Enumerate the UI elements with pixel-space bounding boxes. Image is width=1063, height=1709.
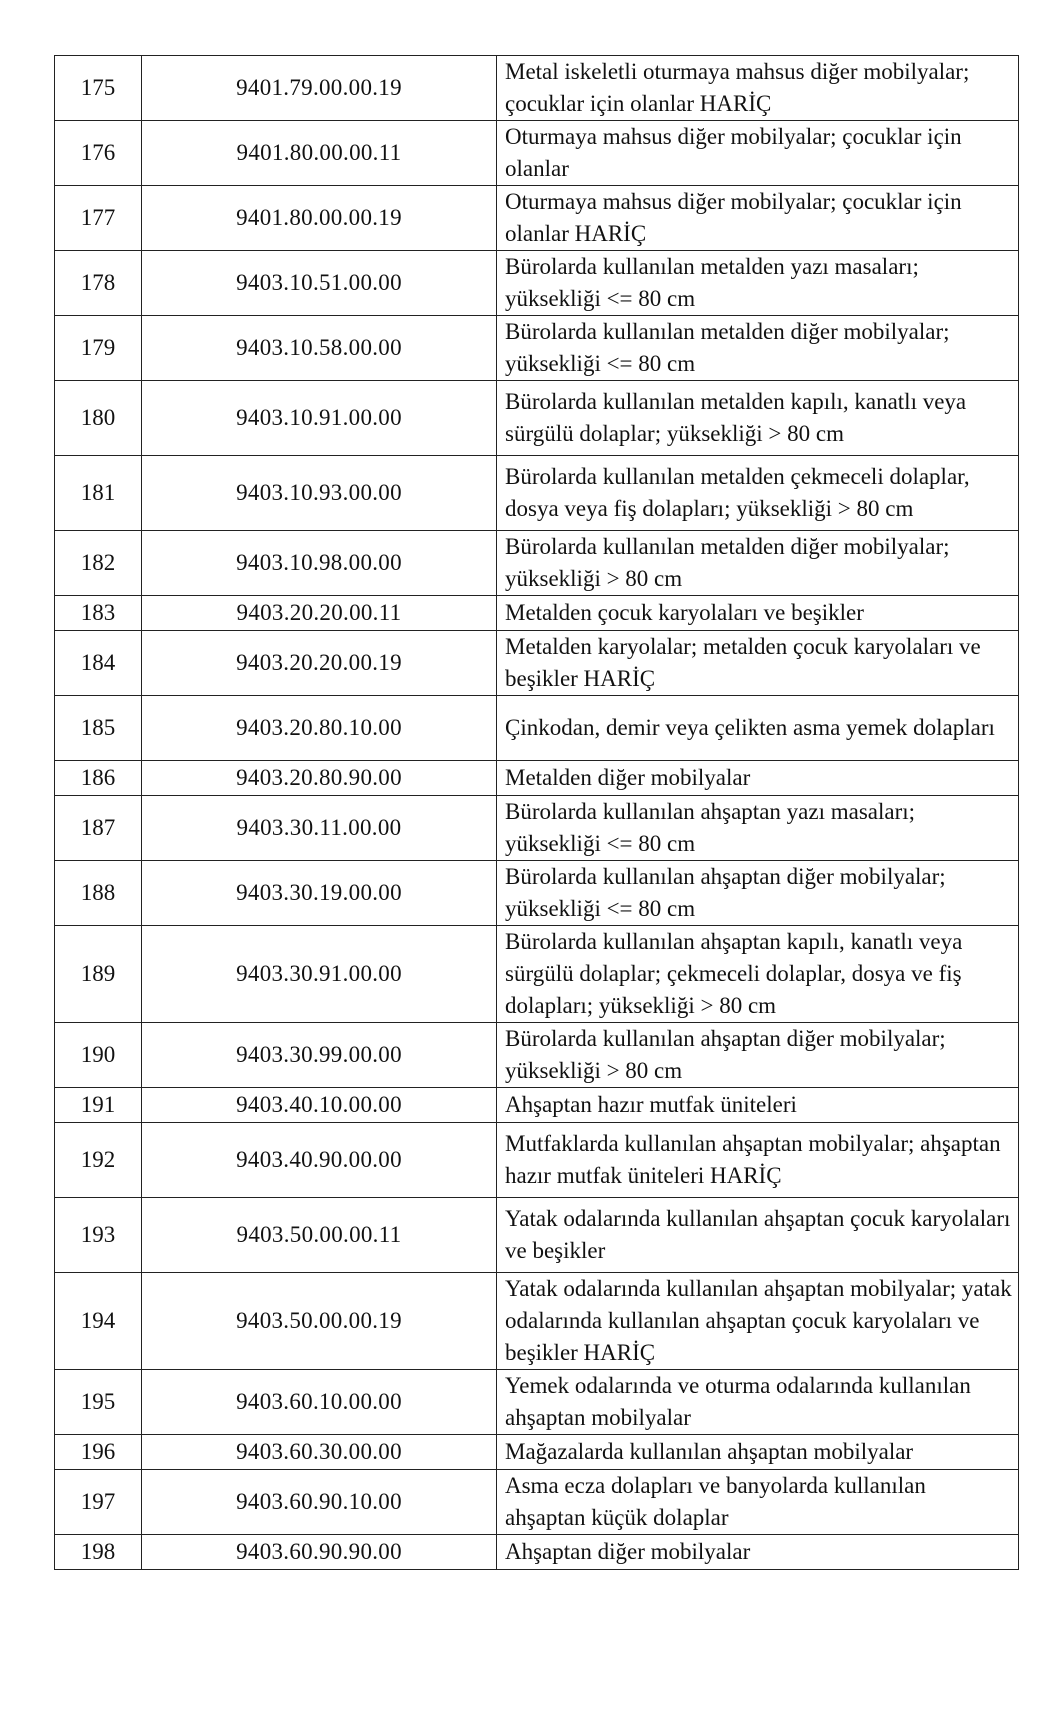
tariff-code: 9401.80.00.00.19	[142, 186, 497, 251]
row-number: 184	[55, 631, 142, 696]
row-number: 176	[55, 121, 142, 186]
table-row	[55, 596, 1019, 631]
item-description: Bürolarda kullanılan ahşaptan yazı masaları; yüksekliği <= 80 cm	[497, 796, 1019, 861]
tariff-code: 9403.10.51.00.00	[142, 251, 497, 316]
table-row	[55, 456, 1019, 531]
item-description: Metal iskeletli oturmaya mahsus diğer mobilyalar; çocuklar için olanlar HARİÇ	[497, 56, 1019, 121]
item-description: Bürolarda kullanılan ahşaptan diğer mobilyalar; yüksekliği <= 80 cm	[497, 861, 1019, 926]
tariff-code: 9403.30.19.00.00	[142, 861, 497, 926]
table-row	[55, 316, 1019, 381]
row-number: 183	[55, 596, 142, 631]
table-row	[55, 796, 1019, 861]
row-number: 192	[55, 1123, 142, 1198]
row-number: 194	[55, 1273, 142, 1370]
table-row	[55, 531, 1019, 596]
item-description: Bürolarda kullanılan metalden yazı masaları; yüksekliği <= 80 cm	[497, 251, 1019, 316]
item-description: Yatak odalarında kullanılan ahşaptan çocuk karyolaları ve beşikler	[497, 1198, 1019, 1273]
tariff-code: 9403.20.80.90.00	[142, 761, 497, 796]
tariff-code: 9403.30.11.00.00	[142, 796, 497, 861]
item-description: Ahşaptan diğer mobilyalar	[497, 1535, 1019, 1570]
row-number: 187	[55, 796, 142, 861]
row-number: 193	[55, 1198, 142, 1273]
tariff-code: 9403.40.90.00.00	[142, 1123, 497, 1198]
item-description: Bürolarda kullanılan metalden diğer mobilyalar; yüksekliği <= 80 cm	[497, 316, 1019, 381]
table-row	[55, 926, 1019, 1023]
tariff-code: 9403.60.10.00.00	[142, 1370, 497, 1435]
row-number: 190	[55, 1023, 142, 1088]
table-row	[55, 1370, 1019, 1435]
tariff-code: 9403.10.93.00.00	[142, 456, 497, 531]
item-description: Çinkodan, demir veya çelikten asma yemek dolapları	[497, 696, 1019, 761]
table-row	[55, 761, 1019, 796]
table-row	[55, 1198, 1019, 1273]
row-number: 188	[55, 861, 142, 926]
item-description: Oturmaya mahsus diğer mobilyalar; çocuklar için olanlar HARİÇ	[497, 186, 1019, 251]
tariff-code: 9403.60.30.00.00	[142, 1435, 497, 1470]
tariff-code: 9403.30.91.00.00	[142, 926, 497, 1023]
table-row	[55, 1123, 1019, 1198]
tariff-code: 9403.20.80.10.00	[142, 696, 497, 761]
tariff-code: 9401.79.00.00.19	[142, 56, 497, 121]
item-description: Oturmaya mahsus diğer mobilyalar; çocuklar için olanlar	[497, 121, 1019, 186]
item-description: Yemek odalarında ve oturma odalarında kullanılan ahşaptan mobilyalar	[497, 1370, 1019, 1435]
item-description: Mağazalarda kullanılan ahşaptan mobilyalar	[497, 1435, 1019, 1470]
row-number: 175	[55, 56, 142, 121]
row-number: 189	[55, 926, 142, 1023]
row-number: 196	[55, 1435, 142, 1470]
table-row	[55, 1088, 1019, 1123]
row-number: 180	[55, 381, 142, 456]
item-description: Metalden çocuk karyolaları ve beşikler	[497, 596, 1019, 631]
item-description: Metalden diğer mobilyalar	[497, 761, 1019, 796]
table-row	[55, 186, 1019, 251]
item-description: Bürolarda kullanılan ahşaptan diğer mobilyalar; yüksekliği > 80 cm	[497, 1023, 1019, 1088]
row-number: 195	[55, 1370, 142, 1435]
row-number: 177	[55, 186, 142, 251]
tariff-code: 9403.20.20.00.19	[142, 631, 497, 696]
table-row	[55, 861, 1019, 926]
tariff-code: 9403.30.99.00.00	[142, 1023, 497, 1088]
item-description: Bürolarda kullanılan metalden çekmeceli dolaplar, dosya veya fiş dolapları; yüksekliği > 80 cm	[497, 456, 1019, 531]
table-row	[55, 56, 1019, 121]
row-number: 185	[55, 696, 142, 761]
table-row	[55, 251, 1019, 316]
row-number: 179	[55, 316, 142, 381]
row-number: 186	[55, 761, 142, 796]
row-number: 182	[55, 531, 142, 596]
row-number: 181	[55, 456, 142, 531]
item-description: Bürolarda kullanılan metalden kapılı, kanatlı veya sürgülü dolaplar; yüksekliği > 80 cm	[497, 381, 1019, 456]
row-number: 197	[55, 1470, 142, 1535]
table-row	[55, 1470, 1019, 1535]
item-description: Ahşaptan hazır mutfak üniteleri	[497, 1088, 1019, 1123]
item-description: Bürolarda kullanılan metalden diğer mobilyalar; yüksekliği > 80 cm	[497, 531, 1019, 596]
tariff-code: 9403.20.20.00.11	[142, 596, 497, 631]
tariff-code: 9401.80.00.00.11	[142, 121, 497, 186]
row-number: 178	[55, 251, 142, 316]
row-number: 191	[55, 1088, 142, 1123]
tariff-code: 9403.10.91.00.00	[142, 381, 497, 456]
tariff-code: 9403.50.00.00.11	[142, 1198, 497, 1273]
item-description: Mutfaklarda kullanılan ahşaptan mobilyalar; ahşaptan hazır mutfak üniteleri HARİÇ	[497, 1123, 1019, 1198]
item-description: Metalden karyolalar; metalden çocuk karyolaları ve beşikler HARİÇ	[497, 631, 1019, 696]
table-body	[55, 56, 1019, 1570]
table-row	[55, 1435, 1019, 1470]
tariff-code-table	[54, 55, 1019, 1570]
item-description: Asma ecza dolapları ve banyolarda kullanılan ahşaptan küçük dolaplar	[497, 1470, 1019, 1535]
table-row	[55, 381, 1019, 456]
table-row	[55, 696, 1019, 761]
tariff-code: 9403.60.90.10.00	[142, 1470, 497, 1535]
tariff-code: 9403.40.10.00.00	[142, 1088, 497, 1123]
table-row	[55, 1023, 1019, 1088]
item-description: Bürolarda kullanılan ahşaptan kapılı, kanatlı veya sürgülü dolaplar; çekmeceli dolaplar, dosya ve fiş dolapları; yüksekliği > 80 cm	[497, 926, 1019, 1023]
row-number: 198	[55, 1535, 142, 1570]
table-row	[55, 631, 1019, 696]
tariff-code: 9403.50.00.00.19	[142, 1273, 497, 1370]
table-row	[55, 121, 1019, 186]
table-row	[55, 1535, 1019, 1570]
item-description: Yatak odalarında kullanılan ahşaptan mobilyalar; yatak odalarında kullanılan ahşaptan çocuk karyolaları ve beşikler HARİÇ	[497, 1273, 1019, 1370]
table-row	[55, 1273, 1019, 1370]
tariff-code: 9403.60.90.90.00	[142, 1535, 497, 1570]
tariff-code: 9403.10.58.00.00	[142, 316, 497, 381]
tariff-code: 9403.10.98.00.00	[142, 531, 497, 596]
